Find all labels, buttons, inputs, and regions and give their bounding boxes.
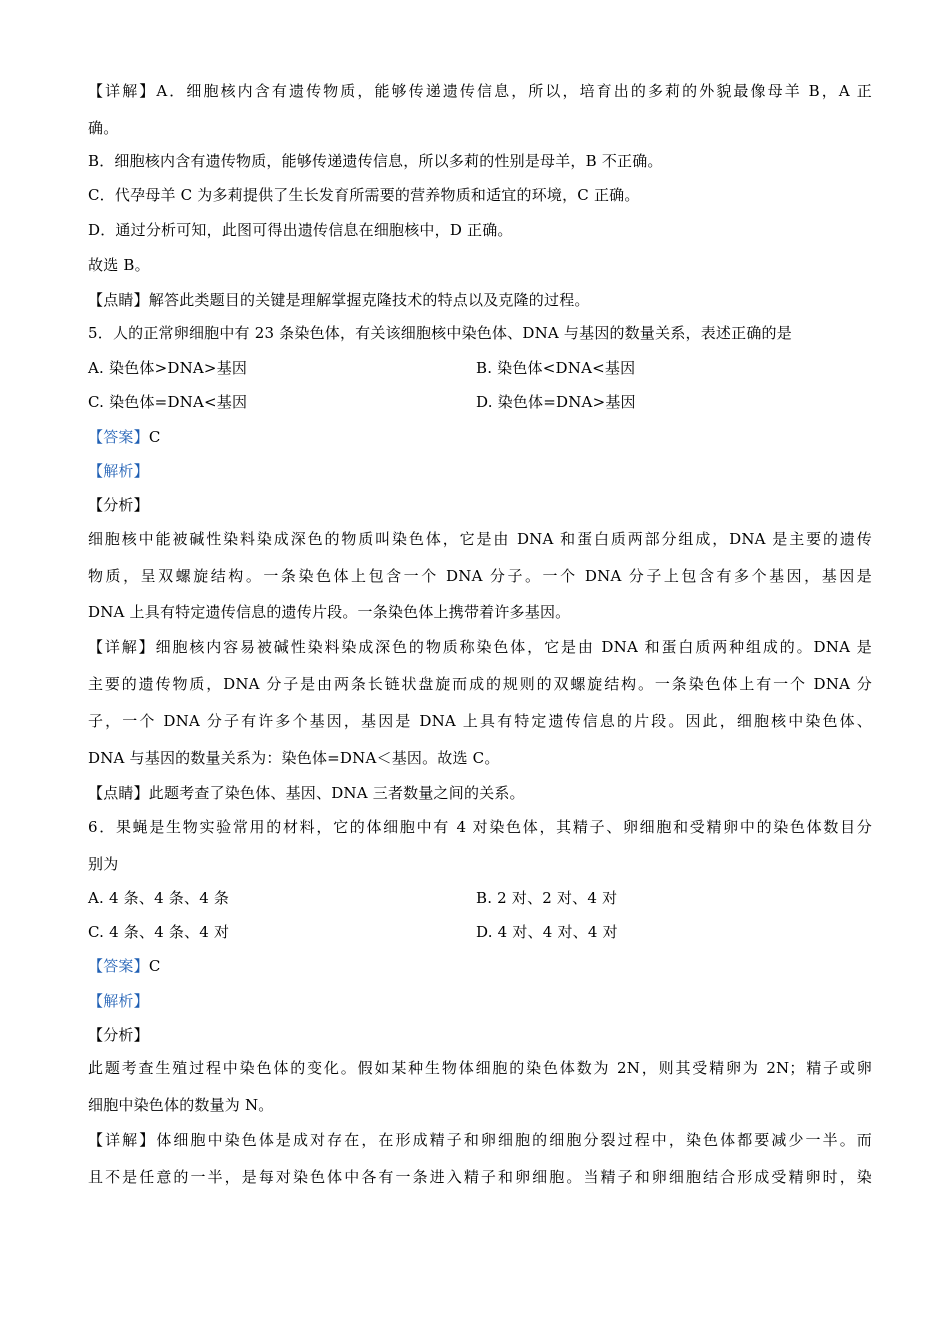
- q6-answer-value: C: [148, 957, 161, 975]
- q5-answer-row: [88, 426, 872, 448]
- detail-line: D．通过分析可知，此图可得出遗传信息在细胞核中，D 正确。: [88, 221, 513, 239]
- q5-option-a: A. 染色体>DNA>基因: [88, 359, 248, 377]
- q6-option-b: B. 2 对、2 对、4 对: [476, 889, 618, 907]
- q6-option-c: C. 4 条、4 条、4 对: [88, 923, 230, 941]
- q5-detail-line: 【详解】细胞核内容易被碱性染料染成深色的物质称染色体，它是由 DNA 和蛋白质两种组成的。DNA 是: [88, 638, 872, 656]
- q5-analysis-line: 细胞核中能被碱性染料染成深色的物质叫染色体，它是由 DNA 和蛋白质两部分组成，DNA 是主要的遗传: [88, 530, 872, 548]
- question-6-stem: 别为: [88, 855, 119, 873]
- detail-line: 【详解】A．细胞核内含有遗传物质，能够传递遗传信息，所以，培育出的多莉的外貌最像母羊 B，A 正: [88, 82, 872, 100]
- q5-jiexi-label: 【解析】: [88, 462, 149, 480]
- q5-comment: 【点睛】此题考查了染色体、基因、DNA 三者数量之间的关系。: [88, 784, 525, 802]
- q6-fenxi-label: 【分析】: [88, 1026, 149, 1044]
- q6-option-d: D. 4 对、4 对、4 对: [476, 923, 618, 941]
- q5-detail-line: DNA 与基因的数量关系为：染色体=DNA＜基因。故选 C。: [88, 749, 500, 767]
- q6-analysis-line: 此题考查生殖过程中染色体的变化。假如某种生物体细胞的染色体数为 2N，则其受精卵为 2N；精子或卵: [88, 1059, 872, 1077]
- q5-analysis-line: 物质，呈双螺旋结构。一条染色体上包含一个 DNA 分子。一个 DNA 分子上包含有多个基因，基因是: [88, 567, 872, 585]
- q6-detail-line: 【详解】体细胞中染色体是成对存在，在形成精子和卵细胞的细胞分裂过程中，染色体都要减少一半。而: [88, 1131, 872, 1149]
- q6-jiexi-label: 【解析】: [88, 992, 149, 1010]
- q6-answer-row: [88, 955, 872, 977]
- question-6-stem: 6．果蝇是生物实验常用的材料，它的体细胞中有 4 对染色体，其精子、卵细胞和受精卵中的染色体数目分: [88, 818, 872, 836]
- q6-detail-line: 且不是任意的一半，是每对染色体中各有一条进入精子和卵细胞。当精子和卵细胞结合形成受精卵时，染: [88, 1168, 872, 1186]
- q5-option-d: D. 染色体=DNA>基因: [476, 393, 636, 411]
- q5-fenxi-label: 【分析】: [88, 496, 149, 514]
- q5-detail-line: 主要的遗传物质，DNA 分子是由两条长链状盘旋而成的规则的双螺旋结构。一条染色体上有一个 DNA 分: [88, 675, 872, 693]
- q6-option-a: A. 4 条、4 条、4 条: [88, 889, 230, 907]
- q5-option-b: B. 染色体<DNA<基因: [476, 359, 636, 377]
- detail-line: B．细胞核内含有遗传物质，能够传递遗传信息，所以多莉的性别是母羊，B 不正确。: [88, 152, 663, 170]
- q6-analysis-line: 细胞中染色体的数量为 N。: [88, 1096, 274, 1114]
- question-5-stem: 5．人的正常卵细胞中有 23 条染色体，有关该细胞核中染色体、DNA 与基因的数量关系，表述正确的是: [88, 324, 792, 342]
- conclusion-line: 故选 B。: [88, 256, 150, 274]
- q5-option-c: C. 染色体=DNA<基因: [88, 393, 248, 411]
- q5-detail-line: 子，一个 DNA 分子有许多个基因，基因是 DNA 上具有特定遗传信息的片段。因此，细胞核中染色体、: [88, 712, 872, 730]
- detail-line: C．代孕母羊 C 为多莉提供了生长发育所需要的营养物质和适宜的环境，C 正确。: [88, 186, 640, 204]
- q5-analysis-line: DNA 上具有特定遗传信息的遗传片段。一条染色体上携带着许多基因。: [88, 603, 571, 621]
- comment-line: 【点睛】解答此类题目的关键是理解掌握克隆技术的特点以及克隆的过程。: [88, 291, 590, 309]
- q6-answer-label: 【答案】: [88, 957, 149, 975]
- q5-answer-value: C: [148, 428, 161, 446]
- detail-line: 确。: [88, 119, 119, 137]
- q5-answer-label: 【答案】: [88, 428, 149, 446]
